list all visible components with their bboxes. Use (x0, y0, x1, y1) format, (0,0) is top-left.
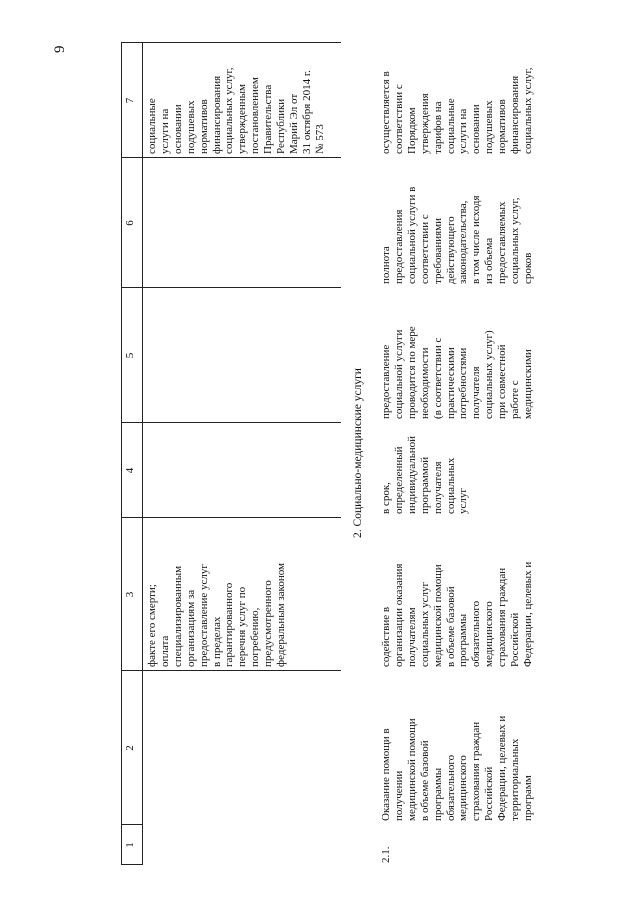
table-top-border (121, 42, 122, 865)
row-number: 2.1. (380, 846, 392, 863)
column-divider-6-7 (121, 157, 341, 158)
column-divider-3-4 (121, 517, 341, 518)
continuation-col3-text: факте его смерти; оплата специализированным организациям за предоставление услуг в пределах гарантированного перечня услуг по погребению, предусмотренного федеральным законом (146, 563, 288, 667)
column-number-7: 7 (124, 97, 136, 104)
row-2-1-conditions: предоставление социальной услуги проводится по мере необходимости (в соответствии с практическими потребностями получателя социальных услуг) при совместной работе с медицинскими (380, 326, 534, 419)
column-divider-2-3 (121, 670, 341, 671)
row-2-1-service-description: содействие в организации оказания получателям социальных услуг медицинской помощи в объеме базовой программы обязательного медицинского страхования граждан Российской Федерации, целевых и (380, 561, 534, 667)
section-heading: 2. Социально-медицинские услуги (352, 368, 364, 538)
column-divider-4-5 (121, 422, 341, 423)
column-number-2: 2 (124, 745, 136, 751)
column-number-5: 5 (124, 352, 136, 359)
column-number-3: 3 (124, 591, 136, 598)
continuation-col7-text: социальные услуги на основании подушевых нормативов финансирования социальных услуг, утвержденным постановлением Правительства Республики Марий Эл от 31 октября 2014 г. № 573 (146, 67, 326, 154)
column-divider-5-6 (121, 287, 341, 288)
column-divider-right (121, 42, 341, 43)
column-number-6: 6 (124, 220, 136, 226)
row-2-1-quality-indicators: полнота предоставления социальной услуги в соответствии с требованиями действующего законодательства, в том числе исходя из объема предоставляемых социальных услуг, сроков (380, 186, 534, 284)
row-2-1-tariff: осуществляется в соответствии с Порядком утверждения тарифов на социальные услуги на основании подушевых нормативов финансирования социальных услуг, (380, 67, 534, 154)
page-number: 9 (52, 45, 68, 53)
row-2-1-term: в срок, определенный индивидуальной программой получателя социальных услуг (380, 435, 470, 514)
header-bottom-border (142, 42, 143, 865)
column-number-1: 1 (124, 842, 136, 848)
column-number-4: 4 (124, 467, 136, 474)
row-2-1-service-name: Оказание помощи в получении медицинской помощи в объеме базовой программы обязательного медицинского страхования граждан Российской Федерации, целевых и территориальных программ (380, 715, 534, 821)
